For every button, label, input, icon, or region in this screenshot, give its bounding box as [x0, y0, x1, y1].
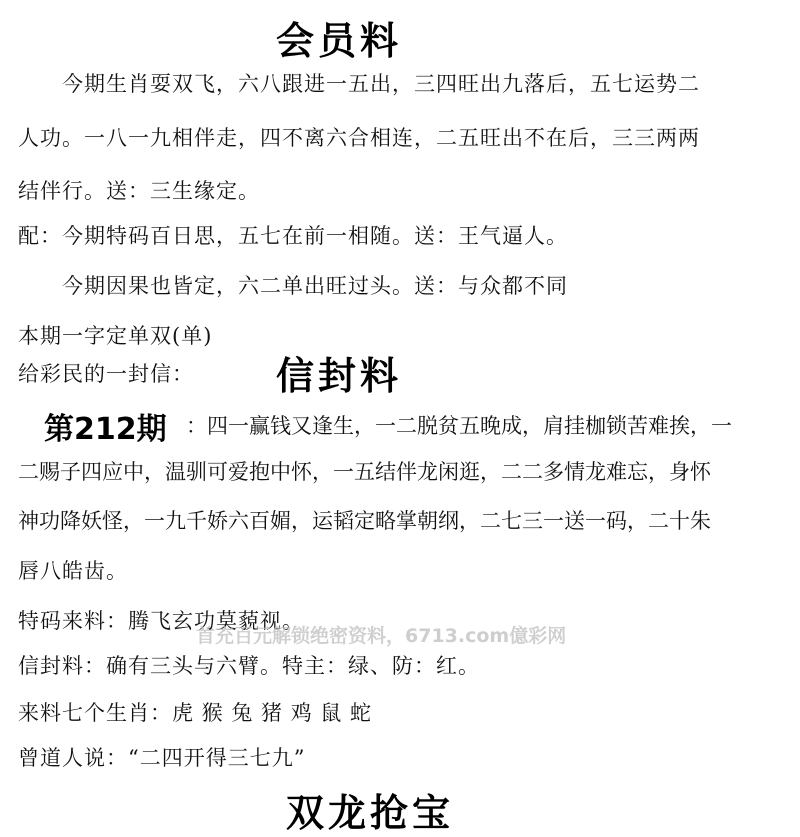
members-line-1: 今期生肖耍双飞，六八跟进一五出，三四旺出九落后，五七运势二 [62, 72, 700, 96]
section-title-members: 会员料 [276, 19, 403, 63]
envelope-line-3: 神功降妖怪，一九千娇六百媚，运韬定略掌朝纲，二七三一送一码，二十朱 [18, 509, 711, 533]
members-line-3: 结伴行。送：三生缘定。 [18, 179, 260, 203]
members-line-7: 给彩民的一封信： [18, 362, 194, 386]
envelope-line-2: 二赐子四应中，温驯可爱抱中怀，一五结伴龙闲逛，二二多情龙难忘，身怀 [18, 460, 711, 484]
members-line-6: 本期一字定单双(单) [18, 324, 213, 348]
envelope-line-5: 特码来料：腾飞玄功莫藐视。 [18, 609, 304, 633]
members-line-5: 今期因果也皆定，六二单出旺过头。送：与众都不同 [62, 274, 568, 298]
watermark-text: 首充百元解锁绝密资料，6713.com億彩网 [196, 625, 567, 647]
issue-number: 第212期 [44, 412, 167, 447]
members-line-4: 配：今期特码百日思，五七在前一相随。送：王气逼人。 [18, 224, 568, 248]
section-title-twin-dragons: 双龙抢宝 [286, 791, 455, 835]
members-line-2: 人功。一八一九相伴走，四不离六合相连，二五旺出不在后，三三两两 [18, 126, 700, 150]
section-title-envelope: 信封料 [276, 354, 403, 398]
envelope-line-7: 来料七个生肖：虎 猴 兔 猪 鸡 鼠 蛇 [18, 701, 373, 725]
envelope-line-8: 曾道人说：“二四开得三七九” [18, 746, 306, 770]
envelope-line-6: 信封料：确有三头与六臂。特主：绿、防：红。 [18, 654, 480, 678]
envelope-line-1: ：四一赢钱又逢生，一二脱贫五晚成，肩挂枷锁苦难挨，一 [186, 414, 732, 438]
envelope-line-4: 唇八皓齿。 [18, 559, 128, 583]
